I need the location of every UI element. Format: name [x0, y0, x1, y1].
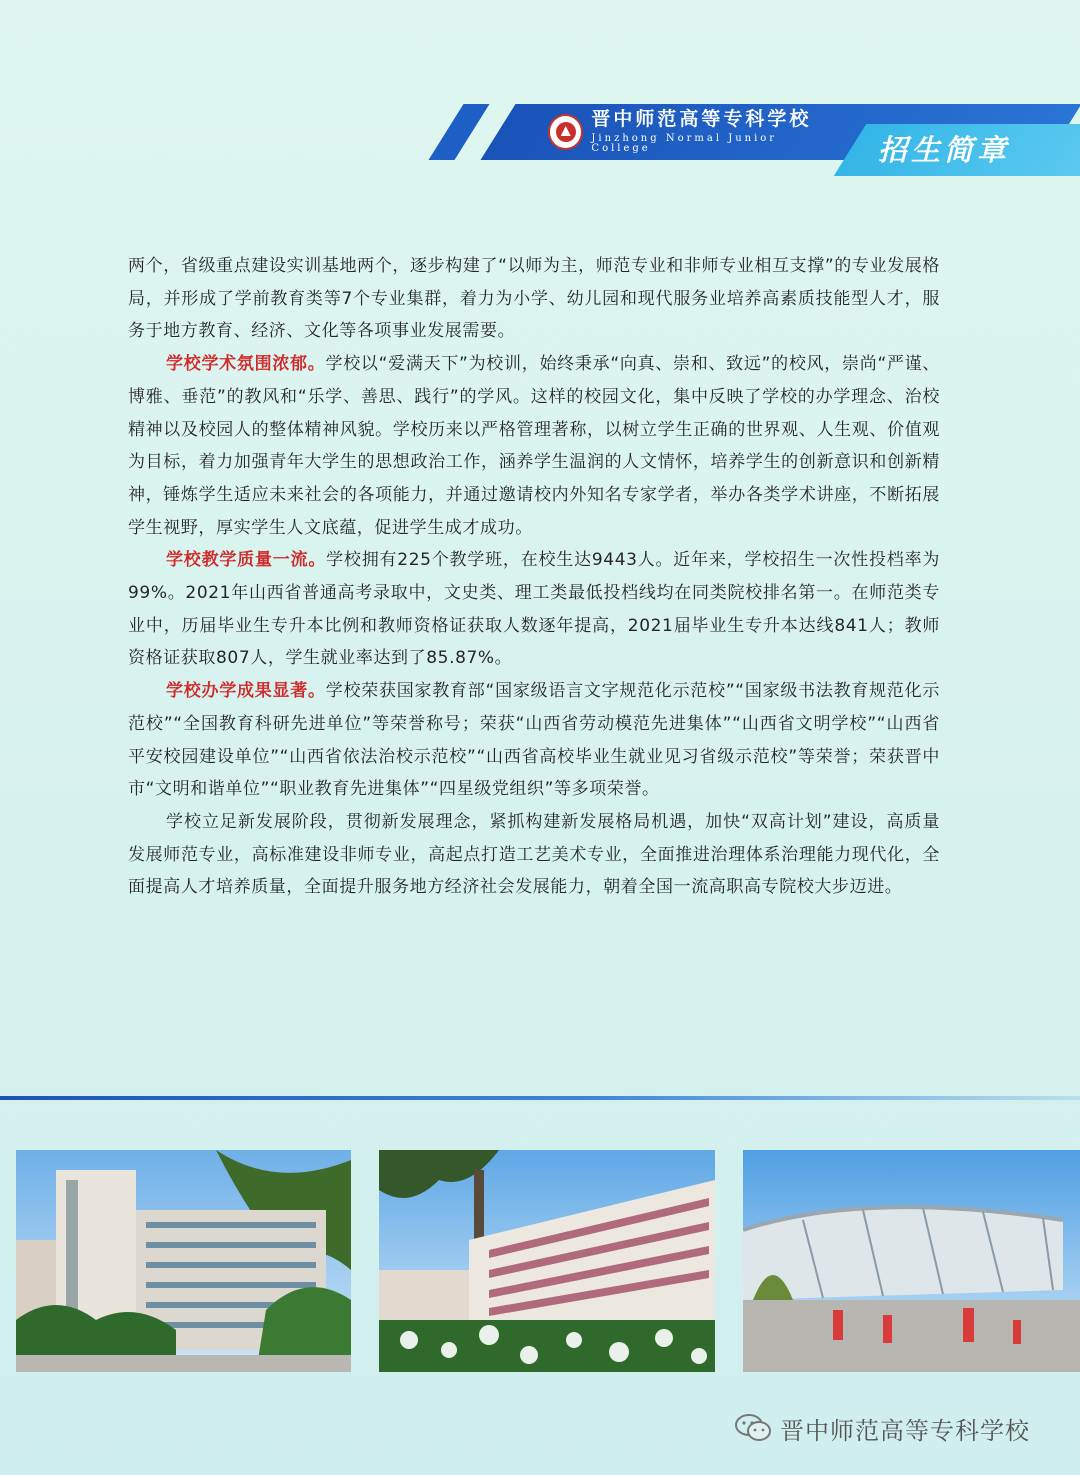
- paragraph-text: 学校拥有225个教学班，在校生达9443人。近年来，学校招生一次性投档率为99%。2021年山西省普通高考录取中，文史类、理工类最低投档线均在同类院校排名第一。在师范类专业中，历届毕业生专升本比例和教师资格证获取人数逐年提高，2021届毕业生专升本达线841人；教师资格证获取807人，学生就业率达到了85.87%。: [128, 550, 940, 669]
- paragraph-lead: 学校办学成果显著。: [166, 681, 326, 702]
- wechat-account-name: 晋中师范高等专科学校: [780, 1416, 1030, 1445]
- wechat-icon: [734, 1413, 772, 1443]
- paragraph-text: 两个，省级重点建设实训基地两个，逐步构建了“以师为主，师范专业和非师专业相互支撑”的专业发展格局，并形成了学前教育类等7个专业集群，着力为小学、幼儿园和现代服务业培养高素质技能型人才，服务于地方教育、经济、文化等各项事业发展需要。: [128, 256, 940, 342]
- campus-photo-dormitory: [379, 1150, 715, 1372]
- article-body: [128, 250, 940, 904]
- campus-photo-gymnasium: [743, 1150, 1080, 1372]
- paragraph-text: 学校荣获国家教育部“国家级语言文字规范化示范校”“国家级书法教育规范化示范校”“全国教育科研先进单位”等荣誉称号；荣获“山西省劳动模范先进集体”“山西省文明学校”“山西省平安校园建设单位”“山西省依法治校示范校”“山西省高校毕业生就业见习省级示范校”等荣誉；荣获晋中市“文明和谐单位”“职业教育先进集体”“四星级党组织”等多项荣誉。: [128, 681, 940, 800]
- paragraph-lead: 学校教学质量一流。: [166, 550, 327, 571]
- paragraph-text: 学校立足新发展阶段，贯彻新发展理念，紧抓构建新发展格局机遇，加快“双高计划”建设，高质量发展师范专业，高标准建设非师专业，高起点打造工艺美术专业，全面推进治理体系治理能力现代化，全面提高人才培养质量，全面提升服务地方经济社会发展能力，朝着全国一流高职高专院校大步迈进。: [128, 811, 940, 898]
- school-name-cn: 晋中师范高等专科学校: [591, 108, 812, 130]
- campus-photo-teaching-building: [16, 1150, 351, 1372]
- paragraph-4: [128, 675, 940, 806]
- paragraph-2: [128, 348, 940, 544]
- paragraph-3: [128, 544, 940, 675]
- school-logo-icon: [548, 114, 583, 150]
- banner-accent-stripe: [429, 104, 490, 160]
- wechat-account: [734, 1408, 1030, 1448]
- paragraph-text: 学校以“爱满天下”为校训，始终秉承“向真、崇和、致远”的校风，崇尚“严谨、博雅、垂范”的教风和“乐学、善思、践行”的学风。这样的校园文化，集中反映了学校的办学理念、治校精神以及校园人的整体精神风貌。学校历来以严格管理著称，以树立学生正确的世界观、人生观、价值观为目标，着力加强青年大学生的思想政治工作，涵养学生温润的人文情怀，培养学生的创新意识和创新精神，锤炼学生适应未来社会的各项能力，并通过邀请校内外知名专家学者，举办各类学术讲座，不断拓展学生视野，厚实学生人文底蕴，促进学生成才成功。: [128, 354, 941, 538]
- header-banner: [0, 0, 1080, 200]
- paragraph-lead: 学校学术氛围浓郁。: [166, 354, 326, 375]
- section-divider: [0, 1096, 1080, 1100]
- paragraph-1: [128, 250, 940, 348]
- brochure-tag: 招生简章: [878, 133, 1011, 167]
- school-title-block: [548, 108, 838, 156]
- school-name-en: Jinzhong Normal Junior College: [591, 133, 778, 154]
- paragraph-5: [128, 806, 940, 904]
